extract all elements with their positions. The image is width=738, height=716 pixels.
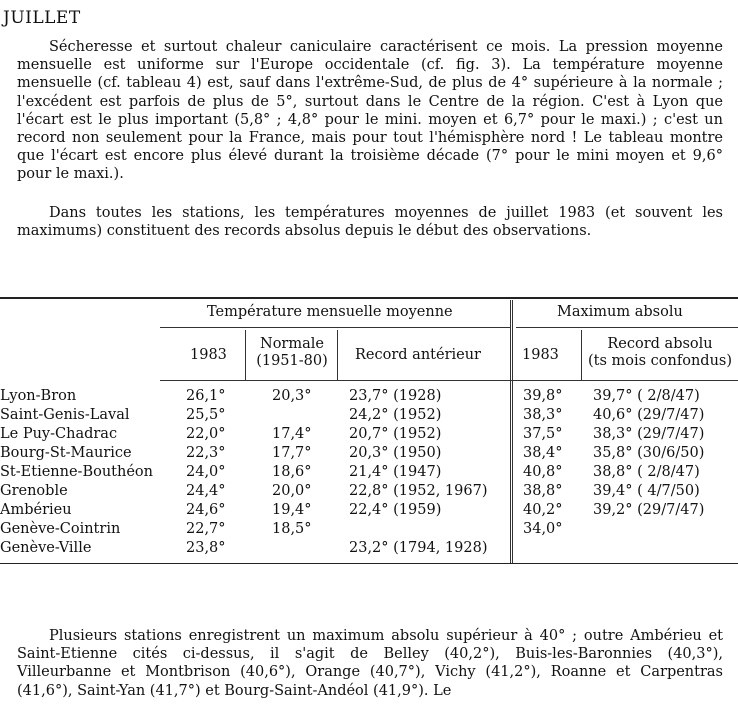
max-1983: 38,4° [523,445,563,461]
mean-1983: 22,3° [186,445,226,461]
group-header-max: Maximum absolu [557,304,683,320]
normal-value: 20,3° [272,388,312,404]
normal-value: 17,4° [272,426,312,442]
intro-paragraph-2: Dans toutes les stations, les températures moyennes de juillet 1983 (et souvent les maximums) constituent des records absolus depuis le début des observations. [17,205,723,240]
table-row [0,540,738,559]
previous-record: 23,2° (1794, 1928) [349,540,488,556]
header-normal: Normale (1951-80) [256,336,328,369]
mean-1983: 24,0° [186,464,226,480]
table-row [0,445,738,464]
page-title: JUILLET [3,8,81,28]
max-1983: 38,8° [523,483,563,499]
max-1983: 40,2° [523,502,563,518]
station-name: Lyon-Bron [0,388,77,404]
absolute-record: 39,2° (29/7/47) [593,502,705,518]
station-name: Genève-Cointrin [0,521,121,537]
station-name: Genève-Ville [0,540,92,556]
previous-record: 22,8° (1952, 1967) [349,483,488,499]
header-max-year: 1983 [522,347,559,363]
header-record: Record antérieur [355,347,481,363]
normal-value: 17,7° [272,445,312,461]
station-name: Ambérieu [0,502,72,518]
max-1983: 34,0° [523,521,563,537]
group-header-mean: Température mensuelle moyenne [207,304,453,320]
mean-1983: 24,6° [186,502,226,518]
previous-record: 23,7° (1928) [349,388,442,404]
mean-1983: 26,1° [186,388,226,404]
table-row [0,407,738,426]
mean-1983: 22,0° [186,426,226,442]
station-name: Saint-Genis-Laval [0,407,130,423]
normal-value: 18,5° [272,521,312,537]
table-bottom-rule [0,563,738,564]
absolute-record: 38,8° ( 2/8/47) [593,464,700,480]
header-bottom-rule [160,380,738,381]
mean-1983: 22,7° [186,521,226,537]
table-row [0,388,738,407]
col-divider [245,330,246,380]
table-row [0,502,738,521]
absolute-record: 39,4° ( 4/7/50) [593,483,700,499]
max-1983: 40,8° [523,464,563,480]
normal-value: 19,4° [272,502,312,518]
max-1983: 38,3° [523,407,563,423]
normal-value: 20,0° [272,483,312,499]
max-1983: 39,8° [523,388,563,404]
mean-1983: 25,5° [186,407,226,423]
previous-record: 22,4° (1959) [349,502,442,518]
table-row [0,483,738,502]
normal-value: 18,6° [272,464,312,480]
group-underline-max [516,327,738,328]
table-row [0,426,738,445]
station-name: Le Puy-Chadrac [0,426,118,442]
absolute-record: 38,3° (29/7/47) [593,426,705,442]
absolute-record: 39,7° ( 2/8/47) [593,388,700,404]
max-1983: 37,5° [523,426,563,442]
table-row [0,464,738,483]
header-max-record: Record absolu (ts mois confondus) [587,336,733,369]
mean-1983: 24,4° [186,483,226,499]
station-name: Bourg-St-Maurice [0,445,132,461]
closing-paragraph: Plusieurs stations enregistrent un maximum absolu supérieur à 40° ; outre Ambérieu et Saint-Etienne cités ci-dessus, il s'agit de Belley (40,2°), Buis-les-Baronnies (40,3°), Villeurbanne et Montbrison (40,6°), Orange (40,7°), Vichy (41,2°), Roanne et Carpentras (41,6°), Saint-Yan (41,7°) et Bourg-Saint-Andéol (41,9°). Le [17,628,723,699]
absolute-record: 40,6° (29/7/47) [593,407,705,423]
col-divider [337,330,338,380]
previous-record: 21,4° (1947) [349,464,442,480]
previous-record: 20,3° (1950) [349,445,442,461]
absolute-record: 35,8° (30/6/50) [593,445,705,461]
table-top-rule [0,297,738,299]
previous-record: 24,2° (1952) [349,407,442,423]
station-name: St-Etienne-Bouthéon [0,464,153,480]
previous-record: 20,7° (1952) [349,426,442,442]
intro-paragraph-1: Sécheresse et surtout chaleur caniculaire caractérisent ce mois. La pression moyenne mensuelle est uniforme sur l'Europe occidentale (cf. fig. 3). La température moyenne mensuelle (cf. tableau 4) est, sauf dans l'extrême-Sud, de plus de 4° supérieure à la normale ; l'excédent est parfois de plus de 5°, surtout dans le Centre de la région. C'est à Lyon que l'écart est le plus important (5,8° ; 4,8° pour le mini. moyen et 6,7° pour le maxi.) ; c'est un record non seulement pour la France, mais pour tout l'hémisphère nord ! Le tableau montre que l'écart est encore plus élevé durant la troisième décade (7° pour le mini moyen et 9,6° pour le maxi.). [17,39,723,183]
station-name: Grenoble [0,483,68,499]
group-underline-mean [160,327,510,328]
header-year: 1983 [190,347,227,363]
table-row [0,521,738,540]
col-divider [581,330,582,380]
mean-1983: 23,8° [186,540,226,556]
